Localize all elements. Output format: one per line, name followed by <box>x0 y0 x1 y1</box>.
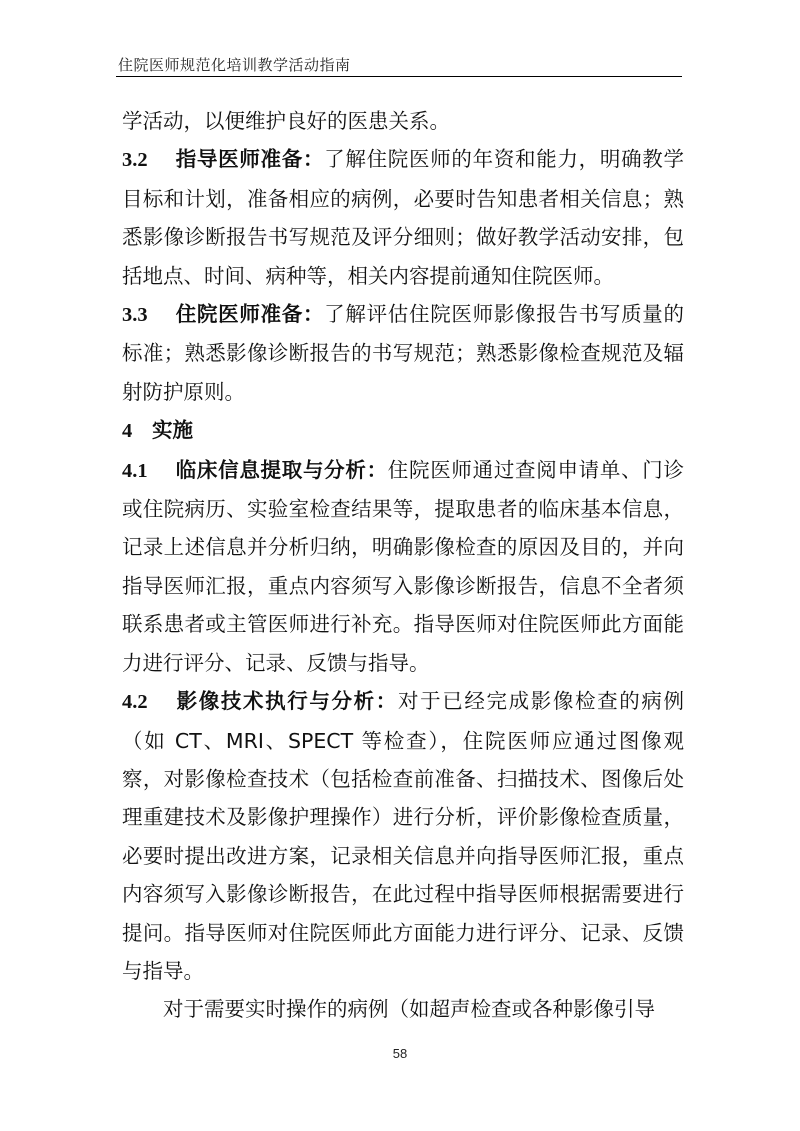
paragraph-continuation: 学活动，以便维护良好的医患关系。 <box>122 109 450 133</box>
body-text <box>122 102 684 1029</box>
running-header: 住院医师规范化培训教学活动指南 <box>118 56 351 74</box>
section-3-2 <box>122 140 684 295</box>
section-number: 3.2 <box>122 149 148 172</box>
section-text: 了解评估住院医师影像报告书写质量的标准；熟悉影像诊断报告的书写规范；熟悉影像检查规范及辐射防护原则。 <box>122 302 685 404</box>
section-text: 了解住院医师的年资和能力，明确教学目标和计划，准备相应的病例，必要时告知患者相关信息；熟悉影像诊断报告书写规范及评分细则；做好教学活动安排，包括地点、时间、病种等，相关内容提前通知住院医师。 <box>122 147 685 288</box>
section-number: 4 <box>122 420 133 443</box>
section-title: 影像技术执行与分析： <box>175 689 398 714</box>
section-text: 住院医师通过查阅申请单、门诊或住院病历、实验室检查结果等，提取患者的临床基本信息，记录上述信息并分析归纳，明确影像检查的原因及目的，并向指导医师汇报，重点内容须写入影像诊断报告，信息不全者须联系患者或主管医师进行补充。指导医师对住院医师此方面能力进行评分、记录、反馈与指导。 <box>122 457 685 675</box>
section-4-heading <box>122 411 684 450</box>
page-number: 58 <box>392 1046 408 1061</box>
section-title: 临床信息提取与分析： <box>175 457 388 482</box>
header-rule <box>116 76 682 77</box>
section-3-3 <box>122 295 684 411</box>
section-number: 4.1 <box>122 459 148 482</box>
section-4-1 <box>122 451 684 682</box>
section-number: 4.2 <box>122 691 148 714</box>
section-title: 实施 <box>152 418 193 443</box>
section-title: 指导医师准备： <box>175 147 325 172</box>
paragraph-realtime: 对于需要实时操作的病例（如超声检查或各种影像引导 <box>163 997 655 1022</box>
section-text: 对于已经完成影像检查的病例（如 CT、MRI、SPECT 等检查），住院医师应通过图像观察，对影像检查技术（包括检查前准备、扫描技术、图像后处理重建技术及影像护理操作）进行分析，评价影像检查质量，必要时提出改进方案，记录相关信息并向指导医师汇报，重点内容须写入影像诊断报告，在此过程中指导医师根据需要进行提问。指导医师对住院医师此方面能力进行评分、记录、反馈与指导。 <box>122 689 685 983</box>
section-4-2 <box>122 682 684 990</box>
section-number: 3.3 <box>122 304 148 327</box>
section-title: 住院医师准备： <box>175 302 325 327</box>
